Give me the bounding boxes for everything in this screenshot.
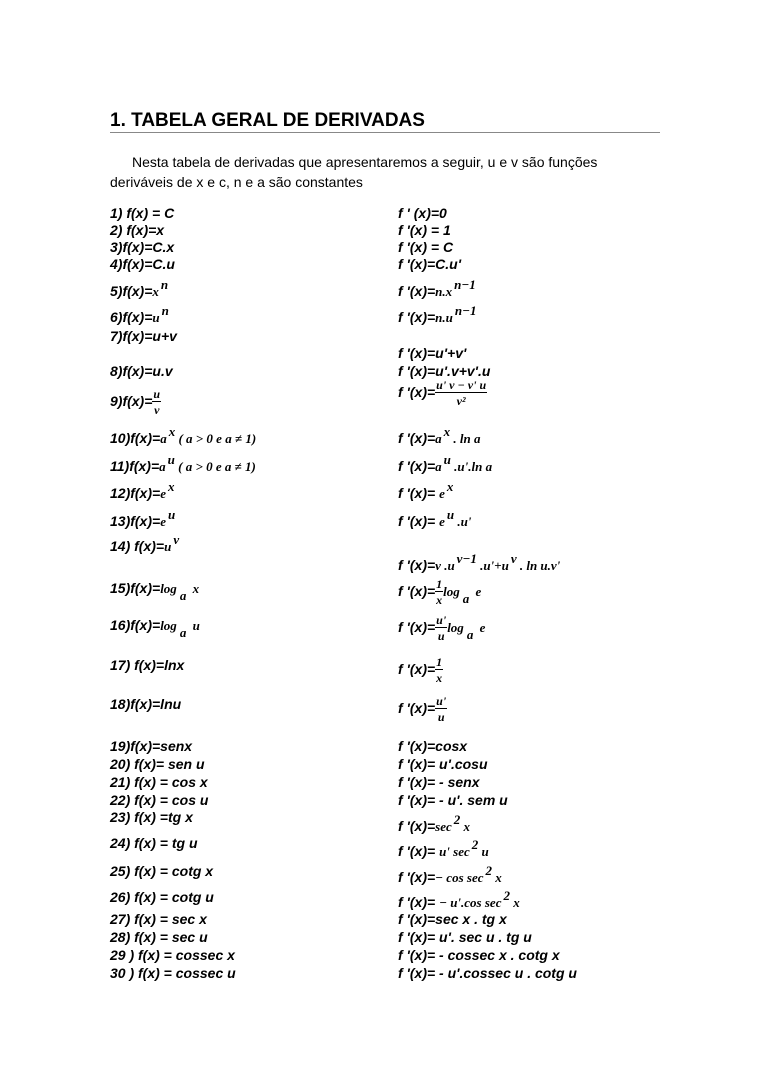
derivative-formula — [398, 947, 560, 963]
numerator: u' — [436, 694, 447, 708]
formula-text: 14) f(x)= — [110, 538, 165, 554]
denominator: x — [436, 593, 443, 607]
numerator: u' — [436, 613, 447, 627]
superscript: u — [446, 507, 455, 522]
superscript: 2 — [453, 812, 461, 827]
numerator: u — [153, 387, 161, 401]
formula-text: f '(x)= — [398, 557, 436, 573]
denominator: v² — [456, 394, 466, 408]
math-term: n.u — [435, 310, 453, 325]
superscript: v — [173, 532, 180, 547]
function-formula — [110, 387, 161, 418]
derivative-formula — [398, 205, 447, 221]
function-formula — [110, 889, 214, 905]
math-term: x — [152, 284, 159, 299]
formula-text: f '(x)= — [398, 818, 436, 834]
math-term: a — [159, 459, 166, 474]
derivative-formula — [398, 363, 490, 379]
function-formula — [110, 363, 173, 379]
formula-text: f '(x)= — [398, 661, 436, 678]
formula-text: 9)f(x)= — [110, 393, 153, 410]
formula-text: 17) f(x)=lnx — [110, 657, 185, 673]
superscript: u — [443, 452, 451, 467]
function-formula — [110, 239, 174, 255]
math-term: e — [439, 514, 445, 529]
formula-text: 8)f(x)=u.v — [110, 363, 173, 379]
fraction — [152, 387, 161, 418]
formula-text: 6)f(x)= — [110, 309, 153, 325]
formula-text: 23) f(x) =tg x — [110, 809, 193, 825]
formula-text: 27) f(x) = sec x — [110, 911, 207, 927]
intro-line-2: deriváveis de x e c, n e a são constantes — [110, 174, 363, 190]
function-formula — [110, 532, 180, 555]
derivative-formula — [398, 239, 453, 255]
formula-text: 20) f(x)= sen u — [110, 756, 205, 772]
derivative-formula — [398, 222, 451, 238]
derivative-formula — [398, 378, 487, 409]
formula-text: f '(x)= — [398, 894, 440, 910]
formula-text: f '(x)= - cossec x . cotg x — [398, 947, 560, 963]
formula-text: 1) f(x) = C — [110, 205, 175, 221]
fraction — [435, 655, 443, 686]
math-term: − cos sec — [435, 870, 484, 885]
denominator: u — [437, 629, 445, 643]
math-term: e — [439, 486, 445, 501]
formula-text: 5)f(x)= — [110, 283, 153, 299]
formula-text: f '(x)= u'. sec u . tg u — [398, 929, 532, 945]
function-formula — [110, 617, 200, 640]
math-term: . ln a — [450, 431, 481, 446]
derivative-formula — [398, 551, 561, 574]
derivative-formula — [398, 577, 481, 608]
math-term: .u' — [454, 514, 472, 529]
formula-text: 12)f(x)= — [110, 485, 161, 501]
derivative-formula — [398, 613, 485, 644]
function-formula — [110, 774, 208, 790]
formula-text: 10)f(x)= — [110, 430, 161, 446]
math-term: x — [189, 581, 200, 596]
derivative-formula — [398, 256, 461, 272]
function-formula — [110, 256, 175, 272]
function-formula — [110, 929, 208, 945]
formula-text: f '(x)= — [398, 430, 436, 446]
derivative-formula — [398, 756, 488, 772]
numerator: 1 — [436, 577, 443, 591]
math-term: a — [435, 459, 442, 474]
formula-text: f ' (x)=0 — [398, 205, 447, 221]
math-term: .u'.ln a — [450, 459, 493, 474]
superscript: x — [167, 479, 175, 494]
formula-text: f '(x)= — [398, 384, 436, 401]
superscript: x — [168, 424, 176, 439]
formula-text: 28) f(x) = sec u — [110, 929, 208, 945]
math-term: n.x — [435, 284, 453, 299]
title-divider — [110, 132, 660, 133]
function-formula — [110, 222, 164, 238]
subscript: a — [466, 627, 474, 643]
function-formula — [110, 792, 208, 808]
superscript: u — [167, 507, 176, 522]
derivative-formula — [398, 507, 472, 530]
numerator: u' v − v' u — [436, 378, 487, 392]
math-term: log — [160, 618, 177, 633]
formula-text: 22) f(x) = cos u — [110, 792, 209, 808]
derivative-formula — [398, 694, 447, 725]
fraction — [435, 613, 447, 644]
derivative-formula — [398, 888, 520, 911]
function-formula — [110, 738, 192, 754]
subscript: a — [462, 591, 470, 607]
math-term: e — [160, 486, 166, 501]
subscript: a — [179, 625, 187, 640]
formula-text: 18)f(x)=lnu — [110, 696, 182, 712]
derivative-formula — [398, 655, 443, 686]
math-term: x — [491, 870, 502, 885]
formula-text: 24) f(x) = tg u — [110, 835, 198, 851]
math-term: ( a > 0 e a ≠ 1) — [175, 431, 257, 446]
formula-text: 19)f(x)=senx — [110, 738, 193, 754]
derivative-formula — [398, 479, 454, 502]
math-term: ( a > 0 e a ≠ 1) — [174, 459, 256, 474]
formula-text: f '(x)= - u'. sem u — [398, 792, 508, 808]
math-term: v .u — [435, 558, 455, 573]
function-formula — [110, 205, 174, 221]
formula-text: f '(x)= — [398, 513, 440, 529]
formula-text: f '(x)=u'.v+v'.u — [398, 363, 491, 379]
math-term: a — [435, 431, 442, 446]
math-term: x — [509, 895, 520, 910]
numerator: 1 — [436, 655, 443, 669]
formula-text: 30 ) f(x) = cossec u — [110, 965, 236, 981]
formula-text: f '(x)= — [398, 283, 436, 299]
derivative-formula — [398, 303, 477, 326]
formula-text: f '(x)= — [398, 843, 440, 859]
superscript: x — [446, 479, 454, 494]
math-term: u — [164, 539, 172, 554]
math-term: e — [160, 514, 166, 529]
formula-text: f '(x)= — [398, 869, 436, 885]
formula-text: f '(x)= — [398, 458, 436, 474]
function-formula — [110, 657, 184, 673]
derivative-formula — [398, 911, 507, 927]
math-term: . ln u.v' — [516, 558, 561, 573]
formula-text: f '(x)=u'+v' — [398, 345, 467, 361]
math-term: − u'.cos sec — [439, 895, 502, 910]
formula-text: 3)f(x)=C.x — [110, 239, 175, 255]
formula-text: f '(x)=cosx — [398, 738, 468, 754]
function-formula — [110, 911, 207, 927]
formula-text: f '(x)= — [398, 309, 436, 325]
formula-text: 11)f(x)= — [110, 458, 160, 474]
fraction — [435, 378, 487, 409]
superscript: 2 — [503, 888, 510, 903]
formula-text: 13)f(x)= — [110, 513, 161, 529]
math-term: sec — [435, 819, 452, 834]
superscript: n−1 — [454, 277, 476, 292]
formula-text: f '(x)=C.u' — [398, 256, 462, 272]
formula-text: f '(x)= — [398, 583, 436, 600]
function-formula — [110, 479, 175, 502]
function-formula — [110, 965, 236, 981]
superscript: n — [161, 303, 169, 318]
formula-text: f '(x) = 1 — [398, 222, 451, 238]
function-formula — [110, 507, 176, 530]
formula-text: f '(x)= — [398, 700, 436, 717]
derivative-formula — [398, 738, 467, 754]
superscript: u — [167, 452, 175, 467]
math-term: log — [443, 584, 460, 600]
formula-text: 29 ) f(x) = cossec x — [110, 947, 235, 963]
denominator: v — [154, 403, 160, 417]
derivative-formula — [398, 345, 466, 361]
subscript: a — [179, 588, 187, 603]
derivative-formula — [398, 965, 577, 981]
superscript: 2 — [485, 863, 492, 878]
formula-text: 7)f(x)=u+v — [110, 328, 177, 344]
function-formula — [110, 452, 256, 475]
formula-text: 26) f(x) = cotg u — [110, 889, 214, 905]
derivative-formula — [398, 812, 471, 835]
formula-text: 16)f(x)= — [110, 617, 161, 633]
math-term: e — [472, 584, 482, 600]
function-formula — [110, 328, 177, 344]
math-term: u — [189, 618, 200, 633]
function-formula — [110, 756, 205, 772]
superscript: v−1 — [456, 551, 477, 566]
formula-text: 15)f(x)= — [110, 580, 161, 596]
function-formula — [110, 947, 235, 963]
formula-text: 4)f(x)=C.u — [110, 256, 175, 272]
superscript: 2 — [471, 837, 479, 852]
function-formula — [110, 835, 198, 851]
formula-text: f '(x)=sec x . tg x — [398, 911, 507, 927]
derivative-formula — [398, 929, 532, 945]
derivative-formula — [398, 837, 489, 860]
function-formula — [110, 277, 169, 300]
math-term: .u'+u — [476, 558, 509, 573]
math-term: u — [152, 310, 160, 325]
formula-text: f '(x)= — [398, 485, 440, 501]
math-term: u — [478, 844, 489, 859]
formula-text: f '(x)= - u'.cossec u . cotg u — [398, 965, 577, 981]
math-term: log — [447, 620, 464, 636]
derivative-formula — [398, 863, 502, 886]
page-title: 1. TABELA GERAL DE DERIVADAS — [110, 110, 425, 131]
denominator: x — [436, 671, 443, 685]
denominator: u — [437, 710, 445, 724]
formula-text: f '(x) = C — [398, 239, 454, 255]
math-term: a — [160, 431, 167, 446]
fraction — [435, 694, 447, 725]
function-formula — [110, 809, 193, 825]
formula-text: 2) f(x)=x — [110, 222, 165, 238]
intro-paragraph — [110, 152, 670, 192]
formula-text: f '(x)= — [398, 619, 436, 636]
function-formula — [110, 696, 181, 712]
derivative-formula — [398, 277, 476, 300]
fraction — [435, 577, 443, 608]
math-term: x — [460, 819, 471, 834]
intro-line-1: Nesta tabela de derivadas que apresentaremos a seguir, u e v são funções — [132, 154, 598, 170]
derivative-formula — [398, 792, 508, 808]
math-term: log — [160, 581, 177, 596]
function-formula — [110, 424, 257, 447]
derivative-formula — [398, 424, 481, 447]
superscript: n — [160, 277, 169, 292]
derivative-formula — [398, 452, 493, 475]
superscript: x — [443, 424, 451, 439]
function-formula — [110, 303, 169, 326]
formula-text: 25) f(x) = cotg x — [110, 863, 214, 879]
formula-text: 21) f(x) = cos x — [110, 774, 208, 790]
derivative-formula — [398, 774, 480, 790]
superscript: n−1 — [454, 303, 477, 318]
math-term: e — [476, 620, 486, 636]
function-formula — [110, 863, 213, 879]
formula-text: f '(x)= - senx — [398, 774, 480, 790]
function-formula — [110, 580, 200, 603]
math-term: u' sec — [439, 844, 470, 859]
formula-text: f '(x)= u'.cosu — [398, 756, 488, 772]
superscript: v — [510, 551, 517, 566]
